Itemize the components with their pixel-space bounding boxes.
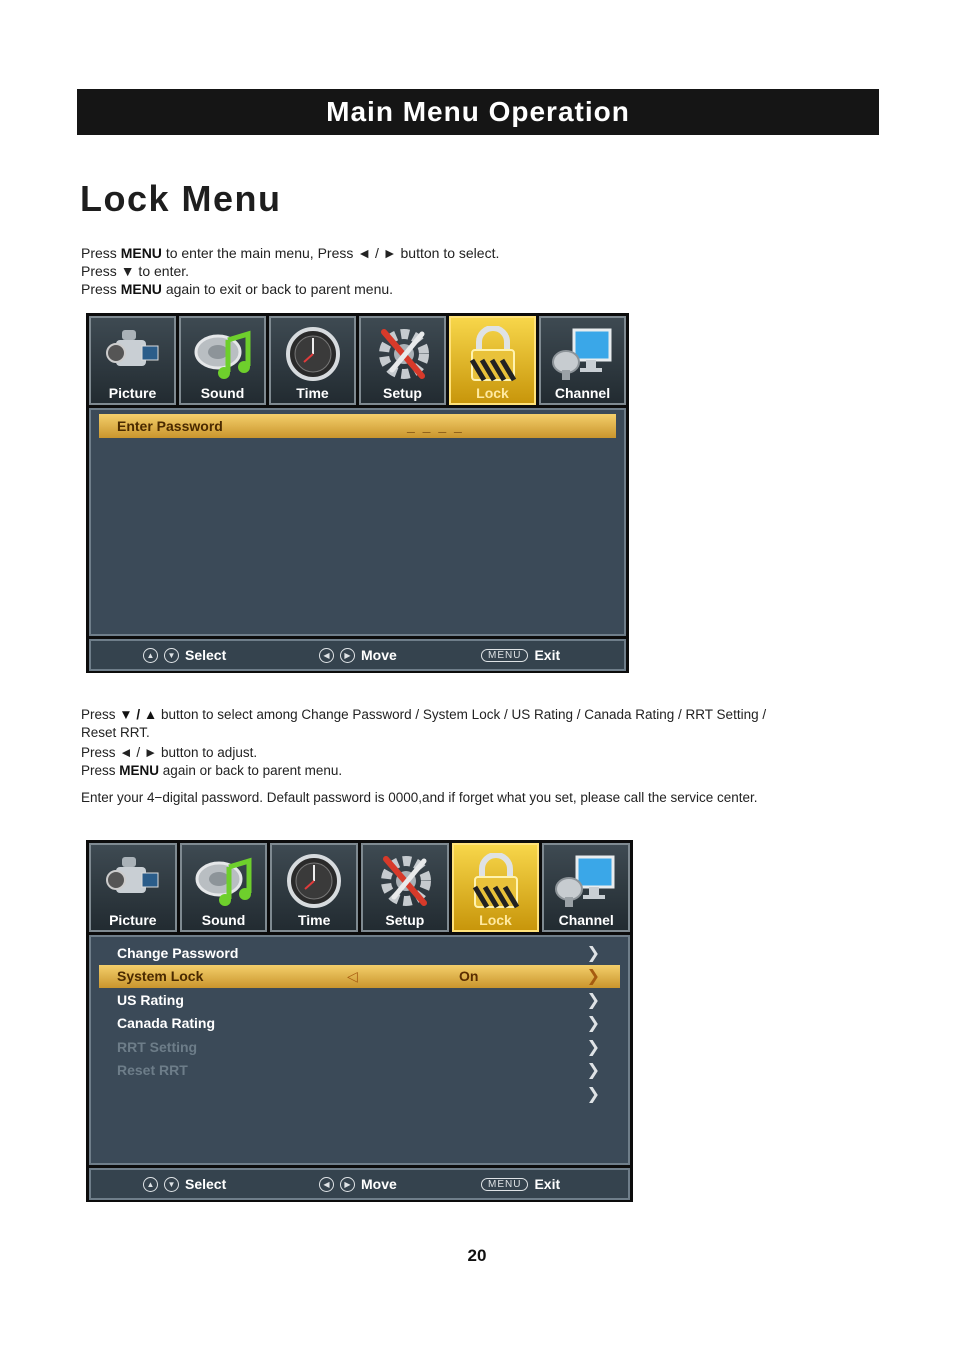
lock-menu-row: [91, 1035, 628, 1059]
tab-lock[interactable]: [452, 843, 540, 932]
tab-time[interactable]: [269, 316, 356, 405]
footer-move-label: Move: [361, 1176, 397, 1192]
lock-menu-row-label: US Rating: [117, 991, 184, 1008]
camcorder-icon: [102, 326, 164, 387]
mid-line-2: Reset RRT.: [81, 725, 150, 740]
left-arrow-icon[interactable]: ◁: [347, 967, 358, 984]
down-button-icon: ▼: [164, 648, 179, 663]
footer-move: [319, 1176, 397, 1192]
satellite-monitor-icon: [555, 853, 617, 914]
chevron-right-icon: ❯: [586, 1062, 600, 1080]
footer-exit: [481, 647, 560, 663]
gear-tools-icon: [374, 853, 436, 914]
enter-password-label: Enter Password: [117, 417, 223, 434]
lock-menu-row-label: System Lock: [117, 968, 204, 985]
satellite-monitor-icon: [552, 326, 614, 387]
lock-menu-row-label: Change Password: [117, 944, 239, 961]
tab-label: Time: [296, 385, 329, 401]
tab-label: Sound: [201, 912, 246, 928]
chevron-right-icon: ❯: [586, 991, 600, 1009]
camcorder-icon: [102, 853, 164, 914]
tab-label: Lock: [479, 912, 512, 928]
footer-exit: [481, 1176, 560, 1192]
osd-menu-tabs: [89, 843, 630, 932]
intro-line-2: Press ▼ to enter.: [81, 263, 190, 279]
osd-body: [89, 408, 626, 636]
tab-sound[interactable]: [179, 316, 266, 405]
system-lock-value: On: [459, 968, 479, 985]
lock-menu-row-label: Canada Rating: [117, 1015, 216, 1032]
tab-setup[interactable]: [359, 316, 446, 405]
up-button-icon: ▲: [143, 1177, 158, 1192]
footer-select: [143, 647, 226, 663]
osd-footer: [89, 1168, 630, 1200]
tab-channel[interactable]: [539, 316, 626, 405]
lock-menu-row[interactable]: [91, 1012, 628, 1036]
footer-select: [143, 1176, 226, 1192]
tab-label: Channel: [558, 912, 614, 928]
footer-select-label: Select: [185, 647, 227, 663]
tab-picture[interactable]: [89, 316, 176, 405]
lock-menu-row[interactable]: [91, 1082, 628, 1106]
osd-menu-tabs: [89, 316, 626, 405]
osd-screen-enter-password: [86, 313, 629, 673]
menu-key-icon: MENU: [481, 649, 528, 662]
right-button-icon: ▶: [340, 1177, 355, 1192]
navigation-instructions: [81, 706, 766, 807]
page-title: Lock Menu: [80, 178, 282, 219]
tab-label: Setup: [383, 385, 422, 401]
tab-label: Time: [297, 912, 331, 928]
clock-icon: [282, 326, 344, 387]
tab-label: Channel: [554, 385, 611, 401]
lock-menu-row[interactable]: [99, 965, 620, 989]
footer-select-label: Select: [185, 1176, 227, 1192]
page-number: 20: [467, 1246, 487, 1265]
up-button-icon: ▲: [143, 648, 158, 663]
footer-move: [319, 647, 397, 663]
lock-menu-row-label: RRT Setting: [117, 1038, 198, 1055]
lock-menu-row[interactable]: [91, 988, 628, 1012]
down-button-icon: ▼: [164, 1177, 179, 1192]
lock-menu-list: [89, 935, 630, 1165]
chevron-right-icon: ❯: [586, 1038, 600, 1056]
intro-line-3: Press MENU again to exit or back to parent menu.: [81, 281, 394, 297]
osd-screen-lock-menu: [86, 840, 633, 1202]
tab-lock[interactable]: [449, 316, 536, 405]
tab-setup[interactable]: [361, 843, 449, 932]
chevron-right-icon: ❯: [586, 1015, 600, 1033]
music-note-icon: [193, 853, 255, 914]
password-input[interactable]: _ _ _ _: [407, 417, 464, 434]
chevron-right-icon: ❯: [586, 944, 600, 962]
lock-menu-row-label: Reset RRT: [117, 1062, 188, 1079]
mid-line-4: Press MENU again or back to parent menu.: [81, 763, 343, 778]
tab-label: Lock: [476, 385, 509, 401]
lock-menu-row[interactable]: [91, 941, 628, 965]
padlock-icon: [465, 853, 527, 914]
music-note-icon: [192, 326, 254, 387]
tab-picture[interactable]: [89, 843, 177, 932]
tab-label: Sound: [200, 385, 245, 401]
clock-icon: [283, 853, 345, 914]
footer-exit-label: Exit: [534, 647, 561, 663]
lock-menu-row: [91, 1059, 628, 1083]
left-button-icon: ◀: [319, 648, 334, 663]
chevron-right-icon: ❯: [586, 1085, 600, 1103]
gear-tools-icon: [372, 326, 434, 387]
chevron-right-icon: ❯: [586, 968, 600, 986]
intro-instructions: [81, 244, 499, 298]
tab-time[interactable]: [270, 843, 358, 932]
osd-footer: [89, 639, 626, 671]
mid-line-5: Enter your 4−digital password. Default password is 0000,and if forget what you set, please call the service center.: [81, 790, 758, 805]
tab-label: Picture: [108, 385, 157, 401]
footer-move-label: Move: [361, 647, 397, 663]
padlock-icon: [462, 326, 524, 387]
section-header: [77, 89, 879, 135]
tab-channel[interactable]: [542, 843, 630, 932]
menu-key-icon: MENU: [481, 1178, 528, 1191]
right-button-icon: ▶: [340, 648, 355, 663]
mid-line-1: Press ▼ / ▲ button to select among Change Password / System Lock / US Rating / Canada Rating / RRT Setting /: [81, 707, 767, 722]
tab-label: Setup: [385, 912, 425, 928]
section-header-title: Main Menu Operation: [326, 96, 630, 127]
mid-line-3: Press ◄ / ► button to adjust.: [81, 745, 258, 760]
tab-sound[interactable]: [180, 843, 268, 932]
enter-password-row[interactable]: [99, 414, 616, 438]
footer-exit-label: Exit: [534, 1176, 561, 1192]
intro-line-1: Press MENU to enter the main menu, Press ◄ / ► button to select.: [81, 245, 500, 261]
tab-label: Picture: [109, 912, 157, 928]
left-button-icon: ◀: [319, 1177, 334, 1192]
